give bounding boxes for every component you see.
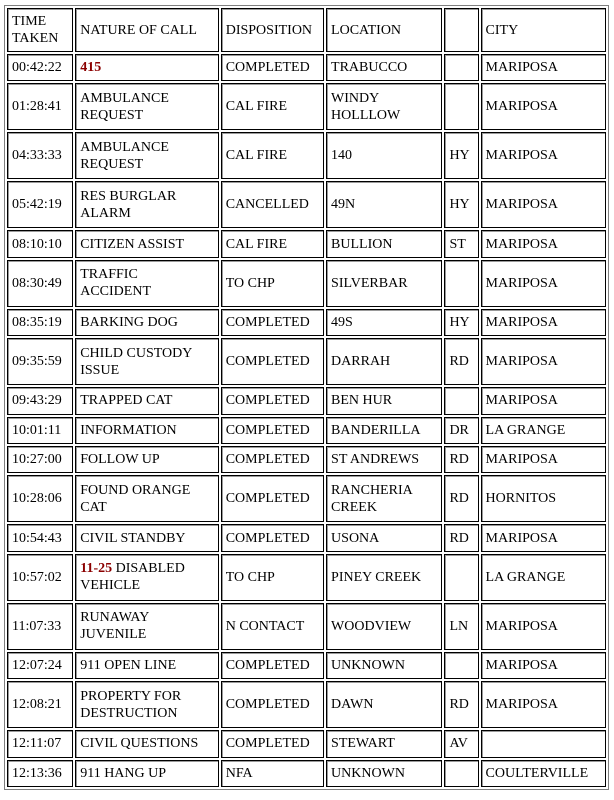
cell-time: 08:35:19 xyxy=(7,309,73,336)
cell-nature xyxy=(75,54,218,81)
cell-city: MARIPOSA xyxy=(481,54,606,81)
cell-suffix: AV xyxy=(444,730,478,757)
cell-time: 04:33:33 xyxy=(7,132,73,179)
call-log-body xyxy=(7,54,606,787)
table-row xyxy=(7,475,606,522)
column-header-city: CITY xyxy=(481,8,606,52)
nature-text: BARKING DOG xyxy=(80,315,178,331)
cell-disposition: COMPLETED xyxy=(221,681,324,728)
cell-location: BANDERILLA xyxy=(326,417,442,444)
cell-nature xyxy=(75,387,218,414)
cell-suffix xyxy=(444,387,478,414)
header-row xyxy=(7,8,606,52)
cell-location: WINDY HOLLLOW xyxy=(326,83,442,130)
call-code: 415 xyxy=(80,60,102,76)
cell-city: MARIPOSA xyxy=(481,524,606,551)
cell-nature xyxy=(75,652,218,679)
cell-location: SILVERBAR xyxy=(326,260,442,307)
cell-nature xyxy=(75,260,218,307)
cell-disposition: TO CHP xyxy=(221,554,324,601)
cell-time: 12:13:36 xyxy=(7,760,73,787)
cell-city: MARIPOSA xyxy=(481,681,606,728)
cell-time: 10:27:00 xyxy=(7,446,73,473)
cell-disposition: NFA xyxy=(221,760,324,787)
nature-text: DISABLED VEHICLE xyxy=(80,561,185,594)
cell-disposition: CANCELLED xyxy=(221,181,324,228)
cell-city: MARIPOSA xyxy=(481,230,606,257)
cell-location: BEN HUR xyxy=(326,387,442,414)
cell-disposition: COMPLETED xyxy=(221,338,324,385)
cell-city: MARIPOSA xyxy=(481,260,606,307)
cell-location: UNKNOWN xyxy=(326,760,442,787)
table-row xyxy=(7,181,606,228)
cell-time: 10:57:02 xyxy=(7,554,73,601)
cell-disposition: CAL FIRE xyxy=(221,83,324,130)
table-row xyxy=(7,230,606,257)
cell-time: 12:07:24 xyxy=(7,652,73,679)
cell-nature xyxy=(75,446,218,473)
cell-time: 09:35:59 xyxy=(7,338,73,385)
table-row xyxy=(7,524,606,551)
nature-text: RES BURGLAR ALARM xyxy=(80,188,177,221)
table-row xyxy=(7,54,606,81)
nature-text: TRAFFIC ACCIDENT xyxy=(80,267,151,300)
cell-nature xyxy=(75,230,218,257)
cell-suffix: DR xyxy=(444,417,478,444)
table-row xyxy=(7,554,606,601)
nature-text: CIVIL QUESTIONS xyxy=(80,736,199,752)
cell-suffix xyxy=(444,83,478,130)
column-header-disposition: DISPOSITION xyxy=(221,8,324,52)
cell-city: MARIPOSA xyxy=(481,338,606,385)
cell-suffix: RD xyxy=(444,681,478,728)
nature-text: 911 HANG UP xyxy=(80,765,167,781)
nature-text: CHILD CUSTODY ISSUE xyxy=(80,345,193,378)
nature-text: INFORMATION xyxy=(80,422,177,438)
cell-time: 10:54:43 xyxy=(7,524,73,551)
nature-text: TRAPPED CAT xyxy=(80,393,173,409)
cell-suffix xyxy=(444,554,478,601)
cell-suffix xyxy=(444,54,478,81)
nature-text: RUNAWAY JUVENILE xyxy=(80,610,150,643)
cell-location: TRABUCCO xyxy=(326,54,442,81)
table-row xyxy=(7,681,606,728)
cell-location: 49N xyxy=(326,181,442,228)
cell-time: 11:07:33 xyxy=(7,603,73,650)
cell-time: 00:42:22 xyxy=(7,54,73,81)
nature-text: FOUND ORANGE CAT xyxy=(80,482,191,515)
cell-location: STEWART xyxy=(326,730,442,757)
cell-time: 10:28:06 xyxy=(7,475,73,522)
cell-suffix: HY xyxy=(444,181,478,228)
cell-suffix xyxy=(444,260,478,307)
nature-text: PROPERTY FOR DESTRUCTION xyxy=(80,688,182,721)
nature-text: AMBULANCE REQUEST xyxy=(80,139,169,172)
nature-text: 911 OPEN LINE xyxy=(80,657,177,673)
cell-city: LA GRANGE xyxy=(481,554,606,601)
cell-time: 08:30:49 xyxy=(7,260,73,307)
cell-nature xyxy=(75,475,218,522)
nature-text: AMBULANCE REQUEST xyxy=(80,90,169,123)
cell-disposition: COMPLETED xyxy=(221,54,324,81)
cell-nature xyxy=(75,132,218,179)
cell-disposition: COMPLETED xyxy=(221,475,324,522)
cell-time: 12:08:21 xyxy=(7,681,73,728)
cell-nature xyxy=(75,181,218,228)
cell-suffix: ST xyxy=(444,230,478,257)
cell-disposition: N CONTACT xyxy=(221,603,324,650)
cell-disposition: CAL FIRE xyxy=(221,230,324,257)
cell-suffix xyxy=(444,652,478,679)
table-row xyxy=(7,603,606,650)
cell-location: UNKNOWN xyxy=(326,652,442,679)
table-row xyxy=(7,260,606,307)
table-row xyxy=(7,417,606,444)
column-header-nature: NATURE OF CALL xyxy=(75,8,218,52)
cell-nature xyxy=(75,524,218,551)
cell-location: PINEY CREEK xyxy=(326,554,442,601)
cell-disposition: COMPLETED xyxy=(221,387,324,414)
cell-time: 05:42:19 xyxy=(7,181,73,228)
call-log-table xyxy=(5,6,608,789)
cell-disposition: COMPLETED xyxy=(221,730,324,757)
cell-suffix: RD xyxy=(444,475,478,522)
table-row xyxy=(7,730,606,757)
cell-disposition: CAL FIRE xyxy=(221,132,324,179)
cell-city: MARIPOSA xyxy=(481,387,606,414)
table-row xyxy=(7,309,606,336)
cell-location: RANCHERIA CREEK xyxy=(326,475,442,522)
cell-nature xyxy=(75,338,218,385)
nature-text: FOLLOW UP xyxy=(80,452,160,468)
cell-city: MARIPOSA xyxy=(481,181,606,228)
column-header-location: LOCATION xyxy=(326,8,442,52)
cell-location: WOODVIEW xyxy=(326,603,442,650)
table-row xyxy=(7,338,606,385)
cell-time: 01:28:41 xyxy=(7,83,73,130)
cell-disposition: COMPLETED xyxy=(221,417,324,444)
table-row xyxy=(7,132,606,179)
cell-nature xyxy=(75,603,218,650)
cell-disposition: COMPLETED xyxy=(221,652,324,679)
cell-location: USONA xyxy=(326,524,442,551)
cell-city: MARIPOSA xyxy=(481,132,606,179)
cell-disposition: COMPLETED xyxy=(221,524,324,551)
cell-nature xyxy=(75,309,218,336)
cell-location: 140 xyxy=(326,132,442,179)
column-header-time: TIME TAKEN xyxy=(7,8,73,52)
cell-suffix: RD xyxy=(444,524,478,551)
table-row xyxy=(7,652,606,679)
cell-suffix: RD xyxy=(444,446,478,473)
call-log-sheet xyxy=(4,5,609,790)
cell-suffix: HY xyxy=(444,132,478,179)
cell-city: MARIPOSA xyxy=(481,83,606,130)
table-row xyxy=(7,760,606,787)
cell-suffix: LN xyxy=(444,603,478,650)
table-row xyxy=(7,83,606,130)
nature-text: CITIZEN ASSIST xyxy=(80,236,185,252)
cell-suffix xyxy=(444,760,478,787)
cell-city: MARIPOSA xyxy=(481,309,606,336)
cell-location: ST ANDREWS xyxy=(326,446,442,473)
cell-city: COULTERVILLE xyxy=(481,760,606,787)
cell-city: MARIPOSA xyxy=(481,446,606,473)
cell-location: BULLION xyxy=(326,230,442,257)
cell-city: HORNITOS xyxy=(481,475,606,522)
cell-suffix: RD xyxy=(444,338,478,385)
cell-time: 08:10:10 xyxy=(7,230,73,257)
call-code: 11-25 xyxy=(80,561,113,577)
cell-nature xyxy=(75,730,218,757)
cell-city xyxy=(481,730,606,757)
cell-time: 10:01:11 xyxy=(7,417,73,444)
cell-location: DARRAH xyxy=(326,338,442,385)
cell-location: 49S xyxy=(326,309,442,336)
column-header-suffix xyxy=(444,8,478,52)
cell-location: DAWN xyxy=(326,681,442,728)
cell-disposition: COMPLETED xyxy=(221,446,324,473)
table-row xyxy=(7,446,606,473)
cell-suffix: HY xyxy=(444,309,478,336)
nature-text: CIVIL STANDBY xyxy=(80,530,186,546)
cell-city: LA GRANGE xyxy=(481,417,606,444)
cell-time: 12:11:07 xyxy=(7,730,73,757)
cell-time: 09:43:29 xyxy=(7,387,73,414)
cell-disposition: COMPLETED xyxy=(221,309,324,336)
cell-nature xyxy=(75,554,218,601)
cell-city: MARIPOSA xyxy=(481,603,606,650)
cell-nature xyxy=(75,83,218,130)
table-row xyxy=(7,387,606,414)
cell-city: MARIPOSA xyxy=(481,652,606,679)
cell-nature xyxy=(75,760,218,787)
cell-disposition: TO CHP xyxy=(221,260,324,307)
cell-nature xyxy=(75,681,218,728)
cell-nature xyxy=(75,417,218,444)
